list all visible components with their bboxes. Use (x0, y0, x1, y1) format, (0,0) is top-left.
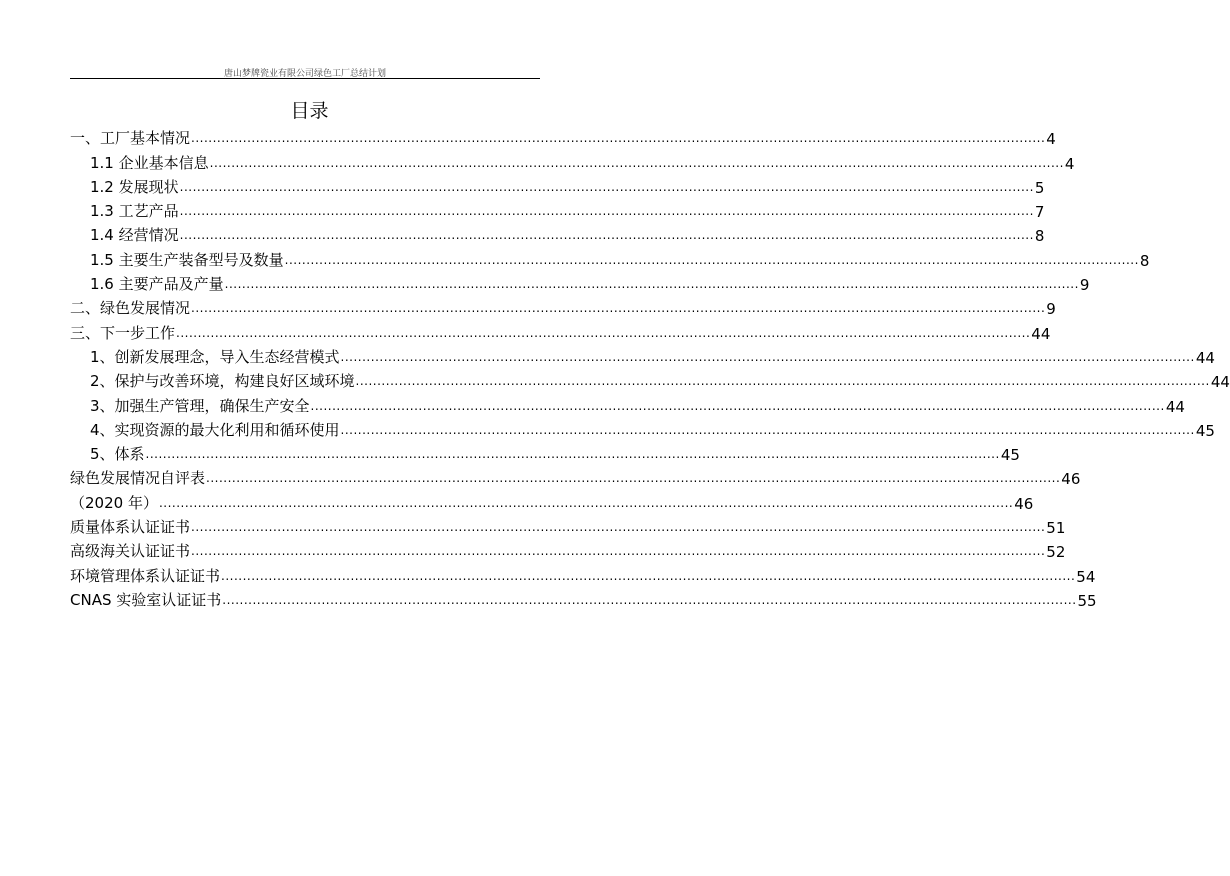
dot-leader: ...................................................................................................................................................................................................... (209, 155, 1064, 170)
toc-entry-label: 4、实现资源的最大化利用和循环使用 (90, 420, 340, 439)
toc-entry-label: 1.3 工艺产品 (90, 202, 179, 221)
toc-entry-page: 44 (1031, 324, 1051, 343)
toc-entry-page: 9 (1046, 300, 1056, 319)
toc-entry-page: 44 (1210, 373, 1230, 392)
toc-entry[interactable] (70, 537, 1066, 562)
header-divider (70, 78, 540, 79)
dot-leader: ...................................................................................................................................................................................................... (310, 398, 1165, 413)
toc-entry[interactable] (70, 245, 1150, 270)
toc-entry[interactable] (70, 197, 1045, 222)
toc-entry[interactable] (70, 464, 1081, 489)
toc-entry[interactable] (70, 318, 1051, 343)
toc-entry-page: 44 (1195, 348, 1215, 367)
toc-entry-label: 1.6 主要产品及产量 (90, 275, 224, 294)
toc-entry-label: CNAS 实验室认证证书 (70, 590, 222, 609)
toc-entry-page: 51 (1046, 519, 1066, 538)
toc-entry-page: 5 (1034, 178, 1045, 197)
toc-entry-page: 8 (1034, 227, 1045, 246)
toc-entry[interactable] (70, 173, 1045, 197)
toc-entry[interactable] (70, 221, 1045, 246)
toc-entry-page: 44 (1165, 397, 1185, 416)
dot-leader: ...................................................................................................................................................................................................... (145, 447, 1000, 462)
dot-leader: ...................................................................................................................................................................................................... (191, 131, 1046, 146)
dot-leader: ...................................................................................................................................................................................................... (179, 179, 1034, 194)
toc-entry[interactable] (70, 343, 1215, 367)
dot-leader: ...................................................................................................................................................................................................... (340, 422, 1195, 437)
toc-entry-page: 46 (1014, 494, 1034, 513)
dot-leader: ...................................................................................................................................................................................................... (158, 495, 1014, 510)
toc-entry[interactable] (70, 294, 1056, 319)
toc-entry-label: （2020 年） (70, 493, 158, 512)
dot-leader: ...................................................................................................................................................................................................... (191, 301, 1046, 316)
toc-entry-label: 1.5 主要生产装备型号及数量 (90, 250, 284, 269)
toc-entry-label: 绿色发展情况自评表 (70, 469, 206, 488)
toc-entry-label: 环境管理体系认证证书 (70, 566, 221, 585)
toc-entry[interactable] (70, 148, 1075, 173)
toc-entry-label: 2、保护与改善环境，构建良好区域环境 (90, 372, 355, 391)
toc-entry-label: 质量体系认证证书 (70, 518, 191, 537)
toc-title: 目录 (290, 100, 329, 122)
toc-entry-label: 1.4 经营情况 (90, 226, 179, 245)
toc-entry-page: 55 (1077, 591, 1097, 610)
toc-entry[interactable] (70, 440, 1020, 465)
toc-entry-label: 二、绿色发展情况 (70, 299, 191, 318)
toc-entry[interactable] (70, 367, 1230, 392)
toc-entry-page: 4 (1046, 130, 1056, 149)
toc-entry[interactable] (70, 488, 1034, 513)
dot-leader: ...................................................................................................................................................................................................... (340, 349, 1195, 364)
dot-leader: ...................................................................................................................................................................................................... (222, 592, 1077, 607)
table-of-contents (70, 124, 1230, 610)
dot-leader: ...................................................................................................................................................................................................... (355, 374, 1210, 389)
toc-entry-label: 1、创新发展理念，导入生态经营模式 (90, 347, 340, 366)
toc-entry-label: 1.2 发展现状 (90, 177, 179, 196)
toc-entry-label: 3、加强生产管理，确保生产安全 (90, 396, 310, 415)
dot-leader: ...................................................................................................................................................................................................... (224, 277, 1079, 292)
dot-leader: ...................................................................................................................................................................................................... (191, 544, 1046, 559)
toc-entry[interactable] (70, 391, 1185, 416)
toc-entry[interactable] (70, 513, 1066, 538)
dot-leader: ...................................................................................................................................................................................................... (179, 204, 1034, 219)
toc-entry[interactable] (70, 416, 1215, 440)
toc-entry-page: 52 (1046, 543, 1066, 562)
toc-entry-label: 1.1 企业基本信息 (90, 153, 209, 172)
toc-entry-label: 5、体系 (90, 445, 145, 464)
page-header: 唐山梦牌瓷业有限公司绿色工厂总结计划 (223, 69, 386, 79)
toc-entry-page: 4 (1064, 154, 1075, 173)
dot-leader: ...................................................................................................................................................................................................... (221, 568, 1076, 583)
dot-leader: ...................................................................................................................................................................................................... (191, 520, 1046, 535)
toc-entry-page: 9 (1079, 276, 1090, 295)
toc-entry-label: 三、下一步工作 (70, 323, 176, 342)
toc-entry[interactable] (70, 270, 1090, 295)
toc-entry-page: 46 (1061, 470, 1081, 489)
toc-entry[interactable] (70, 561, 1096, 586)
toc-entry-page: 45 (1000, 446, 1020, 465)
dot-leader: ...................................................................................................................................................................................................... (179, 228, 1034, 243)
toc-entry[interactable] (70, 124, 1056, 149)
dot-leader: ...................................................................................................................................................................................................... (176, 325, 1031, 340)
toc-entry-label: 一、工厂基本情况 (70, 129, 191, 148)
toc-entry-page: 54 (1076, 567, 1096, 586)
toc-entry[interactable] (70, 586, 1097, 610)
dot-leader: ...................................................................................................................................................................................................... (206, 471, 1061, 486)
toc-entry-page: 45 (1195, 421, 1215, 440)
toc-entry-page: 7 (1034, 203, 1045, 222)
dot-leader: ...................................................................................................................................................................................................... (284, 252, 1139, 267)
toc-entry-page: 8 (1139, 251, 1150, 270)
toc-entry-label: 高级海关认证证书 (70, 542, 191, 561)
